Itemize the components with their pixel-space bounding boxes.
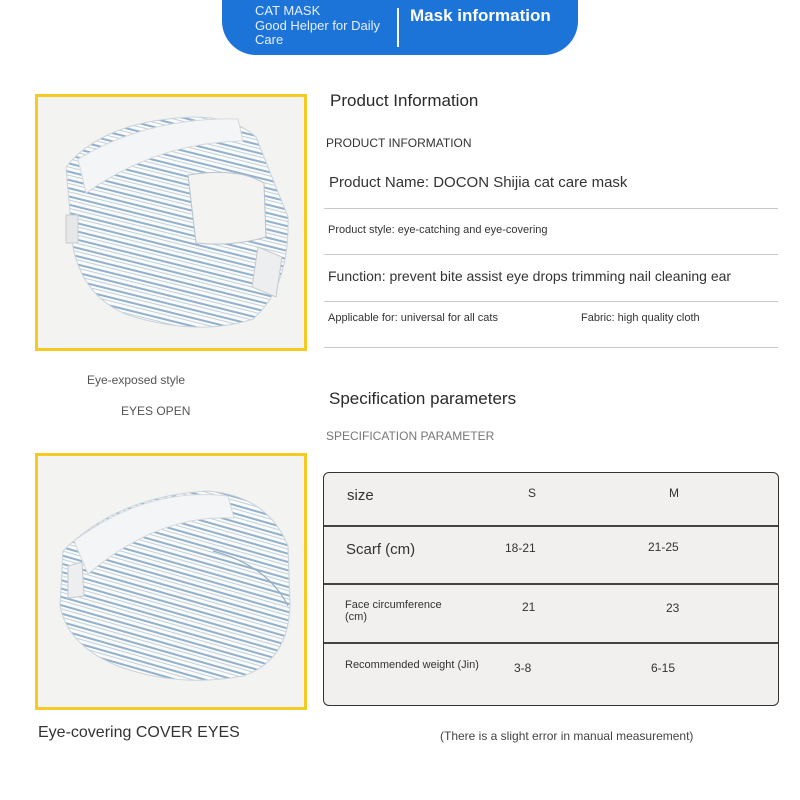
divider bbox=[324, 301, 778, 302]
photo-eye-covering bbox=[35, 453, 307, 710]
product-fabric: Fabric: high quality cloth bbox=[581, 312, 700, 324]
header-banner bbox=[222, 0, 578, 55]
table-header-s: S bbox=[528, 486, 537, 500]
spec-table bbox=[323, 472, 779, 706]
table-header-m: M bbox=[669, 486, 679, 500]
table-header-row bbox=[324, 473, 778, 525]
product-style: Product style: eye-catching and eye-covering bbox=[328, 224, 548, 236]
row-scarf-m: 21-25 bbox=[648, 540, 679, 554]
banner-section-title: Mask information bbox=[410, 6, 551, 25]
divider bbox=[324, 254, 778, 255]
product-name: Product Name: DOCON Shijia cat care mask bbox=[329, 174, 628, 191]
row-face-s: 21 bbox=[522, 600, 536, 614]
photo-eye-exposed bbox=[35, 94, 307, 351]
spec-subheading: SPECIFICATION PARAMETER bbox=[326, 429, 495, 443]
table-row bbox=[324, 643, 778, 705]
product-function: Function: prevent bite assist eye drops trimming nail cleaning ear bbox=[328, 268, 732, 284]
banner-brand-block bbox=[255, 4, 395, 48]
measurement-note: (There is a slight error in manual measurement) bbox=[440, 729, 694, 743]
caption-eyes-open: EYES OPEN bbox=[121, 404, 191, 418]
product-info-heading: Product Information bbox=[330, 91, 479, 110]
spec-heading: Specification parameters bbox=[329, 389, 517, 408]
caption-eye-exposed: Eye-exposed style bbox=[87, 373, 186, 387]
table-row bbox=[324, 584, 778, 643]
row-label-weight: Recommended weight (Jin) bbox=[345, 659, 479, 671]
product-applicable: Applicable for: universal for all cats bbox=[328, 312, 498, 324]
row-face-m: 23 bbox=[666, 601, 680, 615]
banner-tagline: Good Helper for Daily Care bbox=[255, 17, 380, 47]
table-row bbox=[324, 526, 778, 584]
divider bbox=[324, 208, 778, 209]
row-weight-s: 3-8 bbox=[514, 661, 532, 675]
table-header-size: size bbox=[347, 487, 374, 504]
caption-eye-covering: Eye-covering COVER EYES bbox=[38, 724, 240, 741]
row-label-face: Face circumference (cm) bbox=[345, 599, 442, 623]
row-scarf-s: 18-21 bbox=[505, 541, 536, 555]
product-info-subheading: PRODUCT INFORMATION bbox=[326, 136, 472, 150]
banner-brand: CAT MASK bbox=[255, 3, 321, 18]
divider bbox=[324, 347, 778, 348]
row-label-scarf: Scarf (cm) bbox=[346, 541, 416, 558]
row-weight-m: 6-15 bbox=[651, 661, 676, 675]
mask-eye-exposed-image bbox=[38, 97, 304, 348]
mask-eye-covering-image bbox=[38, 456, 304, 707]
banner-divider bbox=[397, 8, 399, 47]
